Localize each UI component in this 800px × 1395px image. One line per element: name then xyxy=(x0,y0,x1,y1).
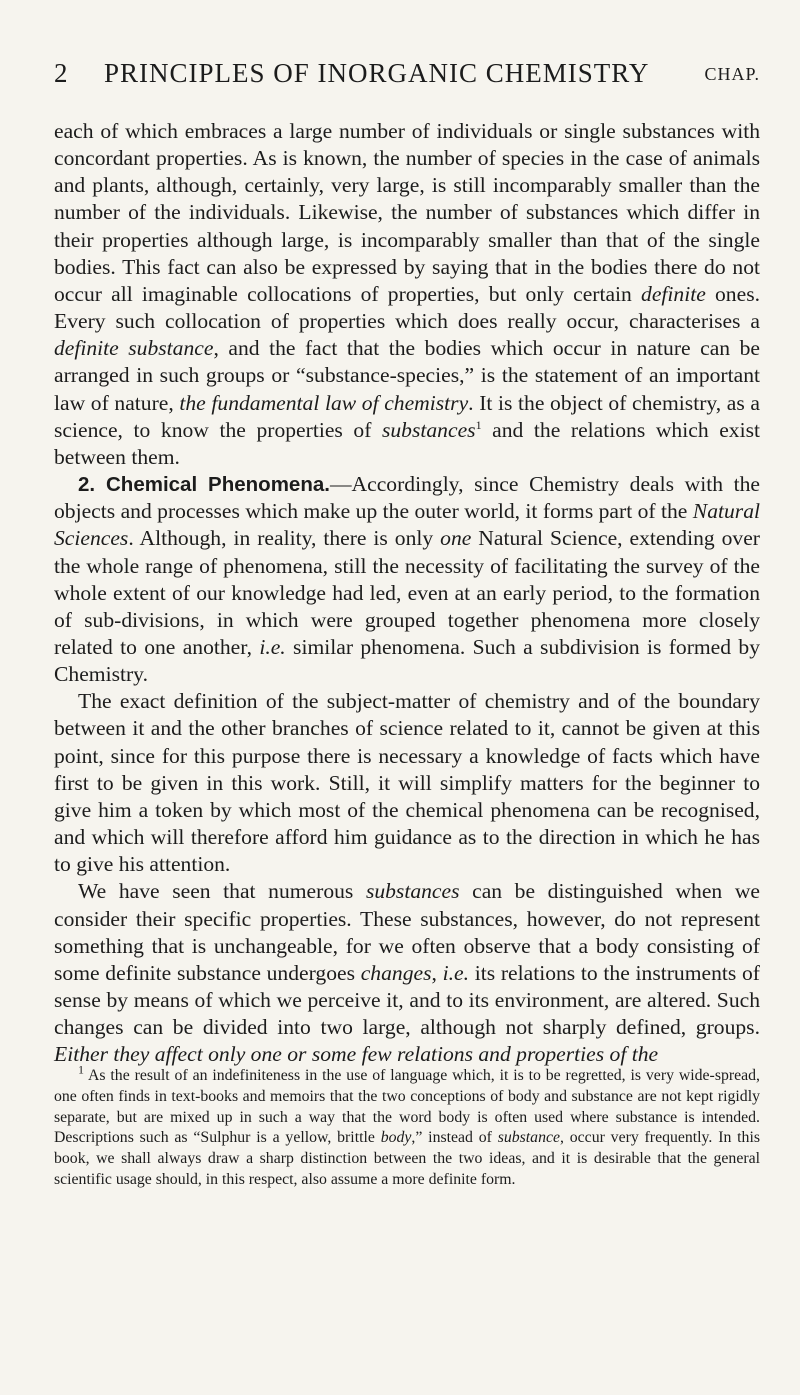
footnote-ref[interactable]: 1 xyxy=(475,417,482,432)
footnote: $^1$ As the result of an indefiniteness in the use of language which, it is to be regretted, is very wide-spread, one often finds in text-books and memoirs that the two conceptions of body and substance are not kept rigidly separate, but are mixed up in such a way that the word body is often used where substance is intended. Descriptions such as “Sulphur is a yellow, brittle body,” instead of substance, occur very frequently. In this book, we shall always draw a sharp distinction between the two ideas, and it is desirable that the general scientific usage should, in this respect, also assume a more definite form. xyxy=(54,1062,760,1188)
paragraph: We have seen that numerous substances can be distinguished when we consider their specific properties. These substances, however, do not represent something that is unchangeable, for we often observe that a body consisting of some definite substance undergoes changes, i.e. its relations to the instruments of sense by means of which we perceive it, and to its environment, are altered. Such changes can be divided into two large, although not sharply defined, groups. Either they affect only one or some few relations and properties of the xyxy=(54,879,760,1067)
book-title: PRINCIPLES OF INORGANIC CHEMISTRY xyxy=(104,58,650,88)
paragraph: 2. Chemical Phenomena.—Accordingly, since Chemistry deals with the objects and processes which make up the outer world, it forms part of the Natural Sciences. Although, in reality, there is only one Natural Science, extending over the whole range of phenomena, still the necessity of facilitating the survey of the whole extent of our knowledge had led, even at an early period, to the formation of sub-divisions, in which were grouped together phenomena more closely related to one another, i.e. similar phenomena. Such a subdivision is formed by Chemistry. xyxy=(54,472,760,687)
chapter-label: CHAP. xyxy=(704,64,760,84)
running-header xyxy=(54,58,760,98)
paragraph: The exact definition of the subject-matter of chemistry and of the boundary between it and the other branches of science related to it, cannot be given at this point, since for this purpose there is necessary a knowledge of facts which have first to be given in this work. Still, it will simplify matters for the beginner to give him a token by which most of the chemical phenomena can be recognised, and which will therefore afford him guidance as to the direction in which he has to give his attention. xyxy=(54,689,760,877)
footnotes xyxy=(54,1062,760,1191)
section-heading: 2. Chemical Phenomena. xyxy=(78,473,330,497)
page-number: 2 xyxy=(54,58,69,88)
footnote-mark: 1 xyxy=(78,1062,84,1077)
paragraph: each of which embraces a large number of individuals or single substances with concordant properties. As is known, the number of species in the case of animals and plants, although, certainly, very large, is still incomparably smaller than the number of the individuals. Likewise, the number of substances which differ in their properties although large, is incomparably smaller than that of the single bodies. This fact can also be expressed by saying that in the bodies there do not occur all imaginable collocations of properties, but only certain definite ones. Every such collocation of properties which does really occur, characterises a definite substance, and the fact that the bodies which occur in nature can be arranged in such groups or “substance-species,” is the statement of an important law of nature, the fundamental law of chemistry. It is the object of chemistry, as a science, to know the properties of substances$^1$ and the relations which exist between them. xyxy=(54,119,760,469)
body-text xyxy=(54,118,760,1068)
